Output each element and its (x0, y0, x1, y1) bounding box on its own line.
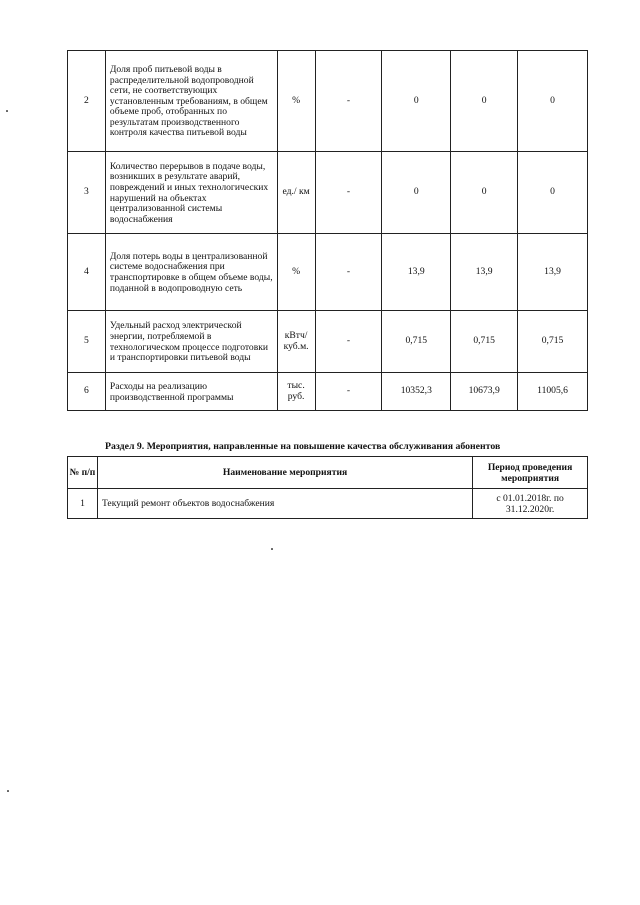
row-number: 1 (68, 489, 98, 519)
indicator-name: Доля проб питьевой воды в распределительной водопроводной сети, не соответствующих установленным требованиям, в общем объеме проб, отобранных по результатам производственного контроля качества питьевой воды (105, 51, 277, 152)
indicator-unit: тыс. руб. (277, 373, 315, 411)
activity-name: Текущий ремонт объектов водоснабжения (97, 489, 472, 519)
column-header-name: Наименование мероприятия (97, 457, 472, 489)
row-number: 3 (68, 152, 106, 234)
table-header-row (68, 457, 588, 489)
value-3: 0,715 (518, 311, 588, 373)
row-number: 6 (68, 373, 106, 411)
value-1: 13,9 (382, 234, 451, 311)
scan-speck (7, 790, 9, 792)
table-row (68, 489, 588, 519)
base-value: - (315, 152, 382, 234)
column-header-period: Период проведения мероприятия (473, 457, 588, 489)
indicator-unit: % (277, 51, 315, 152)
value-3: 0 (518, 51, 588, 152)
column-header-number: № п/п (68, 457, 98, 489)
indicator-name: Количество перерывов в подаче воды, возникших в результате аварий, повреждений и иных технологических нарушений на объектах централизованной системы водоснабжения (105, 152, 277, 234)
value-2: 0,715 (451, 311, 518, 373)
indicators-table (67, 50, 588, 411)
section-title: Раздел 9. Мероприятия, направленные на повышение качества обслуживания абонентов (105, 441, 501, 452)
value-3: 13,9 (518, 234, 588, 311)
value-1: 0 (382, 51, 451, 152)
indicator-unit: ед./ км (277, 152, 315, 234)
row-number: 4 (68, 234, 106, 311)
value-2: 13,9 (451, 234, 518, 311)
table-row (68, 373, 588, 411)
activity-period: с 01.01.2018г. по 31.12.2020г. (473, 489, 588, 519)
row-number: 2 (68, 51, 106, 152)
table-row (68, 311, 588, 373)
base-value: - (315, 311, 382, 373)
value-2: 0 (451, 152, 518, 234)
value-3: 0 (518, 152, 588, 234)
indicator-unit: % (277, 234, 315, 311)
table-row (68, 152, 588, 234)
value-1: 0,715 (382, 311, 451, 373)
base-value: - (315, 373, 382, 411)
scan-speck (6, 110, 8, 112)
indicator-name: Доля потерь воды в централизованной системе водоснабжения при транспортировке в общем объеме воды, поданной в водопроводную сеть (105, 234, 277, 311)
table-row (68, 234, 588, 311)
activities-table (67, 456, 588, 519)
row-number: 5 (68, 311, 106, 373)
scan-speck (271, 548, 273, 550)
table-row (68, 51, 588, 152)
value-1: 0 (382, 152, 451, 234)
value-1: 10352,3 (382, 373, 451, 411)
value-3: 11005,6 (518, 373, 588, 411)
base-value: - (315, 234, 382, 311)
value-2: 0 (451, 51, 518, 152)
base-value: - (315, 51, 382, 152)
indicator-name: Удельный расход электрической энергии, потребляемой в технологическом процессе подготовки и транспортировки питьевой воды (105, 311, 277, 373)
indicator-name: Расходы на реализацию производственной программы (105, 373, 277, 411)
value-2: 10673,9 (451, 373, 518, 411)
indicator-unit: кВтч/ куб.м. (277, 311, 315, 373)
